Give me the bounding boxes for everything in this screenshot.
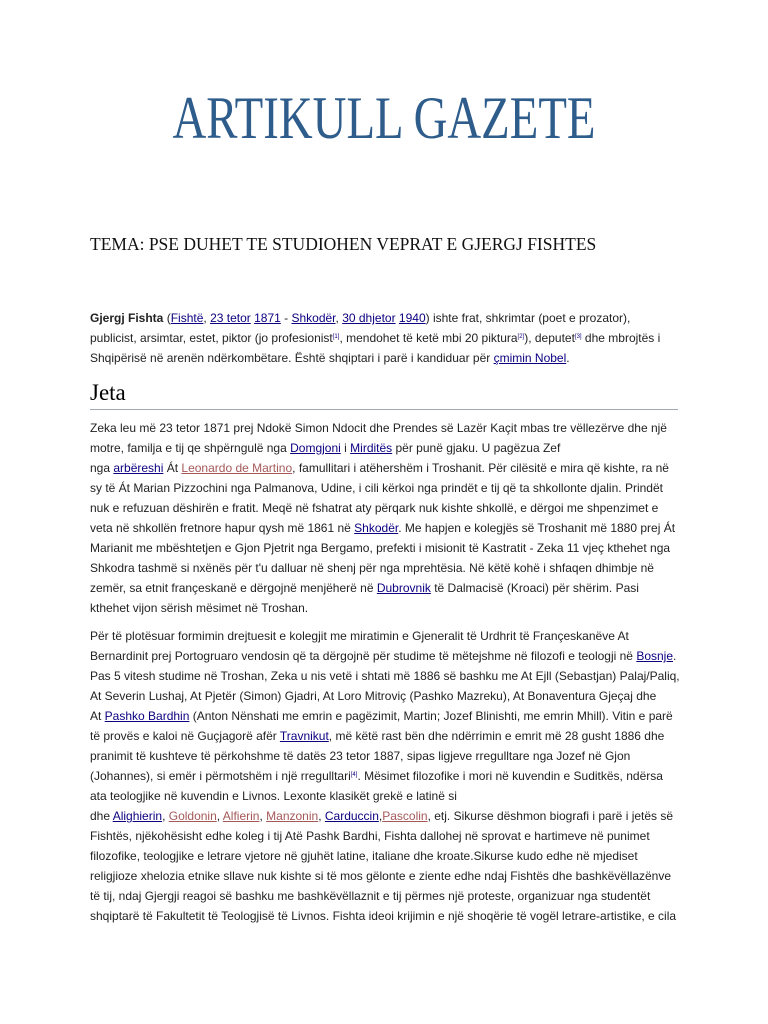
- article-title: ARTIKULL GAZETE: [172, 85, 596, 151]
- text: Shqipërisë në arenën ndërkombëtare. Është shqiptari i parë i kandiduar për: [90, 351, 494, 365]
- p2-line: At Severin Lushaj, At Pjetër (Simon) Gjadri, At Loro Mitroviç (Pashko Mazreku), At Bonaventura Gjeçaj dhe: [90, 689, 657, 703]
- link-pascolin[interactable]: Pascolin: [382, 809, 428, 823]
- text: , më këtë rast bën dhe ndërrimin e emrit më 28 gusht 1886 dhe: [328, 729, 665, 743]
- intro-line-2: [90, 328, 690, 348]
- p2-line: [90, 806, 690, 826]
- p2-line: [90, 646, 690, 666]
- p2-line: pranimit të kushteve të përkohshme të datës 23 tetor 1887, sipas ligjeve rregulltare nga Jozef në Gjon: [90, 749, 631, 763]
- text: .: [673, 649, 677, 663]
- text: motre, familja e tij qe shpërngulë nga: [90, 441, 291, 455]
- text: . Me hapjen e kolegjës së Troshanit më 1880 prej Át: [398, 521, 676, 535]
- p1-line: [90, 518, 690, 538]
- p1-line: Shkodra tashmë si nxënës për t'u dalluar në shenj për nga mprehtësia. Në këtë kohë i shfaqen dhimbje në: [90, 561, 654, 575]
- text: ), deputet: [524, 331, 575, 345]
- link-birth-year[interactable]: 1871: [254, 311, 281, 325]
- link-dubrovnik[interactable]: Dubrovnik: [376, 581, 431, 595]
- text: , etj. Sikurse dëshmon biografi i parë i jetës së: [427, 809, 674, 823]
- p2-line: Për të plotësuar formimin drejtuesit e kolegjit me miratimin e Gjeneralit të Urdhrit të Françeskanëve At: [90, 629, 629, 643]
- footnote-ref[interactable]: [3]: [574, 334, 582, 340]
- link-pashko-bardhin[interactable]: Pashko Bardhin: [104, 709, 190, 723]
- text: ,: [203, 311, 211, 325]
- link-manzonin[interactable]: Manzonin: [266, 809, 319, 823]
- p2-line: [90, 726, 690, 746]
- intro-line-3: [90, 348, 690, 368]
- link-shkoder[interactable]: Shkodër: [354, 521, 399, 535]
- link-death-year[interactable]: 1940: [398, 311, 426, 325]
- text: ) ishte frat, shkrimtar (poet e prozator),: [425, 311, 631, 325]
- p2-line: [90, 706, 690, 726]
- paragraph-1: [90, 418, 690, 618]
- p2-line: Pas 5 vitesh studime në Troshan, Zeka u nis vetë i shtati më 1886 së bashku me At Ejll (Sebastjan) Palaj/Paliq,: [90, 669, 680, 683]
- text: zemër, sa etnit françeskanë e dërgojnë menjëherë në: [90, 581, 377, 595]
- p2-line: Fishtës, njëkohësisht edhe koleg i tij Atë Pashk Bardhi, Fishta dallohej në sprovat e hartimeve në punimet: [90, 829, 650, 843]
- text: -: [280, 311, 292, 325]
- text: , famullitari i atëhershëm i Troshanit. Për cilësitë e mira që kishte, ra në: [292, 461, 669, 475]
- text: për punë gjaku. U pagëzua Zef: [392, 441, 561, 455]
- p1-line: [90, 578, 690, 598]
- text: Át: [163, 461, 182, 475]
- text: .: [566, 351, 570, 365]
- p2-line: filozofike, teologjike e letrare vjetore në gjuhët latine, italiane dhe kroate.Sikurse kudo edhe në mjediset: [90, 849, 638, 863]
- link-goldonin[interactable]: Goldonin: [168, 809, 217, 823]
- link-leonardo-de-martino[interactable]: Leonardo de Martino: [181, 461, 293, 475]
- p1-line: nuk e refuzuan dëshirën e fratit. Meqë në fshatrat aty përqark nuk kishte shkollë, e dërgoi me shpenzimet e: [90, 501, 659, 515]
- text: ,: [162, 809, 169, 823]
- intro-line-1: [90, 308, 690, 328]
- text: dhe mbrojtës i: [581, 331, 661, 345]
- text: ,: [216, 809, 223, 823]
- text: dhe: [90, 809, 113, 823]
- link-fishte[interactable]: Fishtë: [170, 311, 204, 325]
- p1-line: kthehet vijon sërish mësimet në Troshan.: [90, 601, 309, 615]
- text: publicist, arsimtar, estet, piktor (jo profesionist: [90, 331, 333, 345]
- topic-heading: TEMA: PSE DUHET TE STUDIOHEN VEPRAT E GJERGJ FISHTES: [90, 234, 597, 254]
- text: (Anton Nënshati me emrin e pagëzimit, Martin; Jozef Blinishti, me emrin Mhill). Vitin e parë: [189, 709, 673, 723]
- link-alighierin[interactable]: Alighierin: [112, 809, 163, 823]
- link-alfierin[interactable]: Alfierin: [222, 809, 260, 823]
- intro-paragraph: [90, 308, 690, 368]
- text: Bernardinit prej Portogruaro vendosin që ta dërgojnë për studime të mëtejshme në filozofi e teologji në: [90, 649, 637, 663]
- link-shkoder[interactable]: Shkodër: [291, 311, 336, 325]
- link-death-date[interactable]: 30 dhjetor: [342, 311, 396, 325]
- paragraph-2: [90, 626, 690, 926]
- text: (Johannes), si emër i përmotshëm i një rregulltari: [90, 769, 351, 783]
- text: të Dalmacisë (Kroaci) për shërim. Pasi: [430, 581, 639, 595]
- p2-line: ata teologjike në kuvendin e Livnos. Lexonte klasikët grekë e latinë si: [90, 789, 457, 803]
- text: ,: [378, 809, 383, 823]
- text: nga: [90, 461, 114, 475]
- footnote-ref[interactable]: [4]: [350, 772, 358, 778]
- footnote-ref[interactable]: [1]: [332, 334, 340, 340]
- text: (: [163, 311, 171, 325]
- p1-line: [90, 458, 690, 478]
- text: i: [340, 441, 351, 455]
- p1-line: Marianit me mbështetjen e Gjon Pjetrit nga Bergamo, prefekti i misionit të Kastratit - Zeka 11 vjeç kthehet nga: [90, 541, 671, 555]
- link-travnikut[interactable]: Travnikut: [279, 729, 329, 743]
- p2-line: shqiptarë të Fakultetit të Teologjisë të Livnos. Fishta ideoi krijimin e një shoqërie të vogël letrare-artistike, e cila: [90, 909, 677, 923]
- text: ,: [335, 311, 343, 325]
- link-domgjoni[interactable]: Domgjoni: [290, 441, 341, 455]
- text: , mendohet të ketë mbi 20 piktura: [339, 331, 518, 345]
- text: . Mësimet filozofike i mori në kuvendin e Suditkës, ndërsa: [357, 769, 663, 783]
- link-birth-date[interactable]: 23 tetor: [210, 311, 251, 325]
- text: të provës e kaloi në Guçjagorë afër: [90, 729, 280, 743]
- section-heading-jeta: Jeta: [90, 378, 678, 410]
- link-arbereshi[interactable]: arbëreshi: [113, 461, 164, 475]
- text: ,: [259, 809, 267, 823]
- p1-line: [90, 438, 690, 458]
- p1-line: sy të Át Marian Pizzochini nga Palmanova, Udine, i cili kërkoi nga prindët e tij që ta shkollonte djalin. Prindët: [90, 481, 663, 495]
- p2-line: religjioze xhelozia etnike sllave nuk kishte si të mos gëlonte e ziente edhe ndaj Fishtës dhe bashkëvëllazënve: [90, 869, 672, 883]
- text: veta në shkollën fretnore hapur qysh më 1861 në: [90, 521, 355, 535]
- subject-name: Gjergj Fishta: [90, 311, 164, 325]
- p1-line: Zeka leu më 23 tetor 1871 prej Ndokë Simon Ndocit dhe Prendes së Lazër Kaçit mbas tre vëllezërve dhe një: [90, 421, 667, 435]
- link-nobel[interactable]: çmimin Nobel: [493, 351, 567, 365]
- p2-line: të tij, ndaj Gjergji reagoi së bashku me bashkëvëllaznit e tij përmes një proteste, organizuar nga studentët: [90, 889, 651, 903]
- footnote-ref[interactable]: [2]: [517, 334, 525, 340]
- link-mirdites[interactable]: Mirditës: [350, 441, 393, 455]
- link-carduccin[interactable]: Carduccin: [324, 809, 379, 823]
- text: ,: [318, 809, 325, 823]
- text: At: [90, 709, 105, 723]
- link-bosnje[interactable]: Bosnje: [636, 649, 674, 663]
- p2-line: [90, 766, 690, 786]
